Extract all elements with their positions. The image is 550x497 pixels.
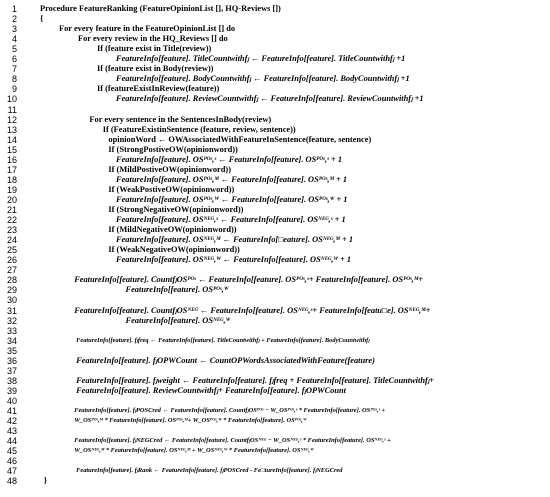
line-number: 11 xyxy=(7,104,17,115)
line-text: If (StrongNegativeOW(opinionword)) xyxy=(108,205,244,214)
line-text: If (FeatureExistinSentence (feature, review, sentence)) xyxy=(102,124,296,134)
line-text: FeatureInfo[feature]. OSᴾᴼˢ,ᵂ xyxy=(125,285,229,295)
code-line xyxy=(0,195,550,205)
line-text: For every review in the HQ_Reviews [] do xyxy=(78,34,228,44)
line-text: FeatureInfo[feature]. fⱼfreq ← FeatureInfo[feature]. TitleCountwithfⱼ + FeatureInfo[feature]. BodyCountwithfⱼ xyxy=(76,336,370,344)
code-line xyxy=(0,215,550,225)
line-number: 44 xyxy=(6,436,17,447)
code-line xyxy=(0,125,550,135)
code-line xyxy=(0,14,550,24)
line-text: Procedure FeatureRanking (FeatureOpinionList [], HQ-Reviews []) xyxy=(40,4,281,13)
line-text: { xyxy=(40,14,44,24)
line-number: 39 xyxy=(6,385,17,396)
line-number: 29 xyxy=(6,285,17,296)
code-line xyxy=(0,245,550,255)
code-line xyxy=(0,135,550,145)
code-line xyxy=(0,376,550,386)
code-line xyxy=(0,346,550,356)
code-line xyxy=(0,295,550,305)
line-text: FeatureInfo[feature]. OSᴾᴼˢ,ᴹ ← FeatureInfo[feature]. OSᴾᴼˢ,ᴹ + 1 xyxy=(116,174,348,184)
code-line xyxy=(0,4,550,14)
code-line xyxy=(0,225,550,235)
line-number: 48 xyxy=(6,476,17,487)
line-text: W_OSᴾᴼˢ,ᴹ * FeatureInfo[feature]. OSᴾᴼˢ,ᴹ+ W_OSᴾᴼˢ,ᵂ * FeatureInfo[feature]. OSᴾᴼˢ,ᵂ xyxy=(74,417,307,425)
code-line xyxy=(0,366,550,376)
line-number: 15 xyxy=(6,144,17,155)
line-text: FeatureInfo[feature]. fⱼRank ← FeatureInfo[feature]. fⱼPOSCred - Fe□tureInfo[feature]. fⱼNEGCred xyxy=(76,467,343,475)
line-text: FeatureInfo[feature]. OSᴾᴼˢ,ˢ ← FeatureInfo[feature]. OSᴾᴼˢ,ˢ + 1 xyxy=(116,154,343,164)
line-text: FeatureInfo[feature]. OSᴺᴱᴳ,ᴹ ← FeatureInfo[□eature]. OSᴺᴱᴳ,ᴹ + 1 xyxy=(116,235,354,245)
line-number: 3 xyxy=(11,24,17,35)
line-number: 34 xyxy=(6,335,17,346)
code-line xyxy=(0,34,550,44)
code-line xyxy=(0,235,550,245)
line-text: FeatureInfo[feature]. CountfⱼOSᴾᴼˢ ← FeatureInfo[feature]. OSᴾᴼˢ,ˢ+ FeatureInfo[feature]. OSᴾᴼˢ,ᴹ+ xyxy=(74,275,424,285)
line-number: 20 xyxy=(6,194,17,205)
code-line xyxy=(0,155,550,165)
line-number: 36 xyxy=(6,355,17,366)
line-text: opinionWord ← OWAssociatedWithFeatureInSentence(feature, sentence) xyxy=(108,134,372,144)
line-number: 2 xyxy=(11,14,17,25)
line-text: FeatureInfo[feature]. BodyCountwithfⱼ ← FeatureInfo[feature]. BodyCountwithfⱼ +1 xyxy=(116,74,410,84)
line-number: 43 xyxy=(6,426,17,437)
line-text: If (MildNegativeOW(opinionword)) xyxy=(108,225,237,235)
line-number: 35 xyxy=(6,345,17,356)
code-line xyxy=(0,265,550,275)
code-line xyxy=(0,175,550,185)
code-line xyxy=(0,185,550,195)
line-number: 33 xyxy=(6,325,17,336)
line-number: 25 xyxy=(6,245,17,256)
line-number: 14 xyxy=(6,134,17,145)
line-text: FeatureInfo[feature]. fⱼOPWCount ← CountOPWordsAssociatedWithFeature(feature) xyxy=(76,355,375,365)
code-line xyxy=(0,74,550,84)
line-number: 38 xyxy=(6,375,17,386)
line-text: If (MildPostiveOW(opinionword)) xyxy=(108,164,231,174)
line-text: FeatureInfo[feature]. fⱼweight ← FeatureInfo[feature]. fⱼfreq + FeatureInfo[feature]. TitleCountwithfⱼ+ xyxy=(76,375,435,385)
line-number: 46 xyxy=(6,456,17,467)
line-text: For every feature in the FeatureOpinionList [] do xyxy=(59,24,236,34)
line-number: 45 xyxy=(6,446,17,457)
code-line xyxy=(0,466,550,476)
line-number: 1 xyxy=(11,4,17,14)
line-text: If (feature exist in Title(review)) xyxy=(97,44,212,54)
line-number: 31 xyxy=(6,305,17,316)
code-line xyxy=(0,396,550,406)
line-text: FeatureInfo[feature]. ReviewCountwithfⱼ+ FeatureInfo[feature]. fⱼOPWCount xyxy=(76,385,346,395)
line-text: W_OSᴺᴱᴳ,ᴹ * FeatureInfo[feature]. OSᴺᴱᴳ,ᴹ + W_OSᴺᴱᴳ,ᵂ * FeatureInfo[feature]. OSᴺᴱᴳ,ᵂ xyxy=(74,447,314,455)
code-line xyxy=(0,336,550,346)
code-line xyxy=(0,476,550,486)
line-text: For every sentence in the SentencesInBody(review) xyxy=(89,114,272,124)
line-number: 8 xyxy=(11,74,17,85)
code-line xyxy=(0,456,550,466)
line-number: 32 xyxy=(6,315,17,326)
code-line xyxy=(0,436,550,446)
line-number: 9 xyxy=(11,84,17,95)
code-line xyxy=(0,205,550,215)
line-text: FeatureInfo[feature]. OSᴺᴱᴳ,ᵂ xyxy=(125,315,231,325)
code-line xyxy=(0,145,550,155)
code-line xyxy=(0,406,550,416)
code-line xyxy=(0,416,550,426)
code-line xyxy=(0,84,550,94)
line-text: FeatureInfo[feature]. ReviewCountwithfⱼ ← FeatureInfo[feature]. ReviewCountwithfⱼ +1 xyxy=(116,94,424,104)
line-number: 16 xyxy=(6,154,17,165)
code-line xyxy=(0,115,550,125)
line-number: 13 xyxy=(6,124,17,135)
line-text: FeatureInfo[feature]. OSᴾᴼˢ,ᵂ ← FeatureInfo[feature]. OSᴾᴼˢ,ᵂ + 1 xyxy=(116,194,348,204)
line-number: 4 xyxy=(11,34,17,45)
line-number: 7 xyxy=(11,64,17,75)
line-number: 24 xyxy=(6,235,17,246)
line-number: 23 xyxy=(6,225,17,236)
line-number: 19 xyxy=(6,184,17,195)
code-line xyxy=(0,356,550,366)
line-number: 17 xyxy=(6,164,17,175)
code-line xyxy=(0,306,550,316)
line-number: 41 xyxy=(6,406,17,416)
line-number: 28 xyxy=(6,275,17,286)
code-line xyxy=(0,24,550,34)
line-text: If (WeakPostiveOW(opinionword)) xyxy=(108,184,235,194)
code-line xyxy=(0,94,550,104)
line-number: 22 xyxy=(6,215,17,226)
code-line xyxy=(0,316,550,326)
line-number: 47 xyxy=(6,466,17,477)
line-number: 10 xyxy=(6,94,17,105)
line-text: FeatureInfo[feature]. fⱼNEGCred ← FeatureInfo[feature]. CountfⱼOSᴺᴱᴳ − W_OSᴺᴱᴳ,ˢ * FeatureInfo[feature]. OSᴺᴱᴳ,ˢ + xyxy=(74,437,391,445)
line-number: 26 xyxy=(6,255,17,266)
code-line xyxy=(0,326,550,336)
line-number: 18 xyxy=(6,174,17,185)
line-text: FeatureInfo[feature]. OSᴺᴱᴳ,ˢ ← FeatureInfo[feature]. OSᴺᴱᴳ,ˢ + 1 xyxy=(116,215,346,225)
line-number: 6 xyxy=(11,54,17,65)
code-line xyxy=(0,426,550,436)
line-text: } xyxy=(43,476,48,486)
line-number: 5 xyxy=(11,44,17,55)
line-number: 40 xyxy=(6,395,17,406)
code-line xyxy=(0,275,550,285)
code-line xyxy=(0,386,550,396)
line-text: If (feature exist in Body(review)) xyxy=(97,64,214,74)
line-number: 42 xyxy=(6,416,17,427)
code-line xyxy=(0,105,550,115)
line-number: 12 xyxy=(6,114,17,125)
code-line xyxy=(0,64,550,74)
line-text: FeatureInfo[feature]. TitleCountwithfⱼ ← FeatureInfo[feature]. TitleCountwithfⱼ +1 xyxy=(116,54,406,64)
line-text: If (featureExistInReview(feature)) xyxy=(97,84,220,94)
code-line xyxy=(0,54,550,64)
code-line xyxy=(0,285,550,295)
line-number: 21 xyxy=(6,205,17,215)
line-text: If (StrongPostiveOW(opinionword)) xyxy=(108,144,238,154)
line-number: 37 xyxy=(6,365,17,376)
line-text: FeatureInfo[feature]. OSᴺᴱᴳ,ᵂ ← FeatureInfo[feature]. OSᴺᴱᴳ,ᵂ + 1 xyxy=(116,255,352,265)
line-text: FeatureInfo[feature]. CountfⱼOSᴺᴱᴳ ← FeatureInfo[feature]. OSᴺᴱᴳ,ˢ+ FeatureInfo[featu□e]. OSᴺᴱᴳ,ᴹ+ xyxy=(74,305,431,315)
code-line xyxy=(0,44,550,54)
line-text: FeatureInfo[feature]. fⱼPOSCred ← FeatureInfo[feature]. CountfⱼOSᴾᴼˢ − W_OSᴾᴼˢ,ˢ * FeatureInfo[feature]. OSᴾᴼˢ,ˢ + xyxy=(74,407,386,414)
line-number: 30 xyxy=(6,295,17,306)
code-line xyxy=(0,165,550,175)
line-text: If (WeakNegativeOW(opinionword)) xyxy=(108,245,240,255)
code-line xyxy=(0,255,550,265)
line-number: 27 xyxy=(6,265,17,276)
code-line xyxy=(0,446,550,456)
